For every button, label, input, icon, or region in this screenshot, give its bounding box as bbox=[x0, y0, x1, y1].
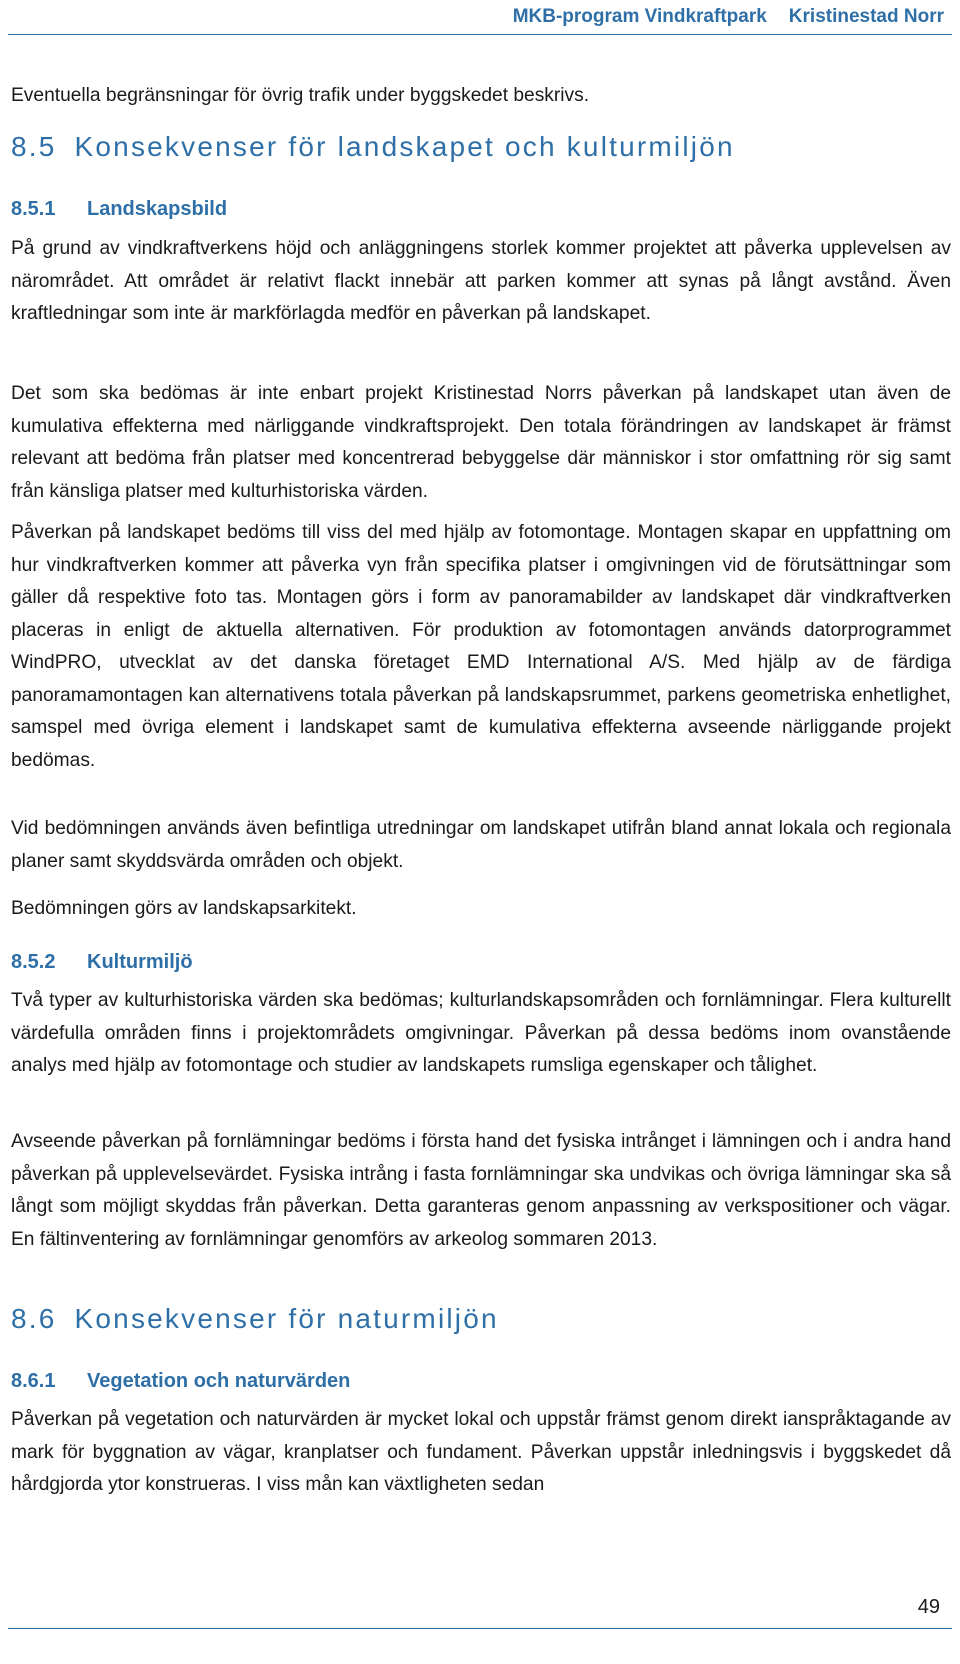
heading-title: Landskapsbild bbox=[87, 198, 228, 220]
paragraph-vegetation: Påverkan på vegetation och naturvärden är mycket lokal och uppstår främst genom direkt ianspråktagande av mark för byggnation av vägar, kranplatser och fundament. Påverkan uppstår inledningsvis i byggskedet då hårdgjorda ytor konstrueras. I viss mån kan växtligheten sedan bbox=[11, 1409, 951, 1495]
heading-number: 8.6.1 bbox=[11, 1370, 56, 1392]
heading-8-5-2 bbox=[11, 951, 193, 974]
paragraph-cumulative-effects: Det som ska bedömas är inte enbart projekt Kristinestad Norrs påverkan på landskapet utan även de kumulativa effekterna med närliggande vindkraftsprojekt. Den totala förändringen av landskapet är främst relevant att bedöma från platser med koncentrerad bebyggelse där människor i stor omfattning rör sig samt från känsliga platser med kulturhistoriska värden. bbox=[11, 383, 951, 502]
paragraph-traffic: Eventuella begränsningar för övrig trafik under byggskedet beskrivs. bbox=[11, 85, 590, 106]
page-number: 49 bbox=[917, 1596, 940, 1618]
paragraph-ancient-monuments: Avseende påverkan på fornlämningar bedöms i första hand det fysiska intrånget i lämningen och i andra hand påverkan på upplevelsevärdet. Fysiska intrång i fasta fornlämningar ska undvikas och övriga lämningar ska så långt som möjligt skyddas från påverkan. Detta garanteras genom anpassning av verkspositioner och vägar. En fältinventering av fornlämningar genomförs av arkeolog sommaren 2013. bbox=[11, 1131, 951, 1250]
heading-8-6 bbox=[11, 1303, 499, 1335]
heading-8-6-1 bbox=[11, 1370, 350, 1393]
heading-number: 8.6 bbox=[11, 1303, 57, 1334]
header-title bbox=[513, 6, 944, 28]
heading-8-5 bbox=[11, 131, 735, 163]
paragraph-landscape-impact: På grund av vindkraftverkens höjd och anläggningens storlek kommer projektet att påverka upplevelsen av närområdet. Att området är relativt flackt innebär att parken kommer att synas på långt avstånd. Även kraftledningar som inte är markförlagda medför en påverkan på landskapet. bbox=[11, 238, 951, 324]
page-header bbox=[8, 0, 952, 35]
footer-divider bbox=[8, 1628, 952, 1629]
heading-title: Vegetation och naturvärden bbox=[87, 1370, 351, 1392]
heading-title: Konsekvenser för landskapet och kulturmiljön bbox=[74, 131, 735, 162]
heading-number: 8.5.1 bbox=[11, 198, 56, 220]
paragraph-cultural-values: Två typer av kulturhistoriska värden ska bedömas; kulturlandskapsområden och fornlämningar. Flera kulturellt värdefulla områden finns i projektområdets omgivningar. Påverkan på dessa bedöms inom ovanstående analys med hjälp av fotomontage och studier av landskapets rumsliga egenskaper och tålighet. bbox=[11, 990, 951, 1076]
header-project: MKB-program Vindkraftpark bbox=[512, 6, 767, 27]
heading-8-5-1 bbox=[11, 198, 227, 221]
paragraph-photomontage: Påverkan på landskapet bedöms till viss del med hjälp av fotomontage. Montagen skapar en uppfattning om hur vindkraftverken kommer att påverka vyn från specifika platser i omgivningen vid de förutsättningar som gäller då respektive foto tas. Montagen görs i form av panoramabilder av landskapet där vindkraftverken placeras in enligt de aktuella alternativen. För produktion av fotomontagen används datorprogrammet WindPRO, utvecklat av det danska företaget EMD International A/S. Med hjälp av de färdiga panoramamontagen kan alternativens totala påverkan på landskapsrummet, parkens geometriska enhetlighet, samspel med övriga element i landskapet samt de kumulativa effekterna avseende närliggande projekt bedömas. bbox=[11, 522, 951, 771]
header-site: Kristinestad Norr bbox=[788, 6, 944, 27]
heading-number: 8.5.2 bbox=[11, 951, 56, 973]
heading-title: Kulturmiljö bbox=[87, 951, 193, 973]
heading-title: Konsekvenser för naturmiljön bbox=[74, 1303, 499, 1334]
paragraph-landscape-architect: Bedömningen görs av landskapsarkitekt. bbox=[11, 898, 357, 919]
paragraph-existing-studies: Vid bedömningen används även befintliga utredningar om landskapet utifrån bland annat lokala och regionala planer samt skyddsvärda områden och objekt. bbox=[11, 818, 951, 872]
heading-number: 8.5 bbox=[11, 131, 57, 162]
